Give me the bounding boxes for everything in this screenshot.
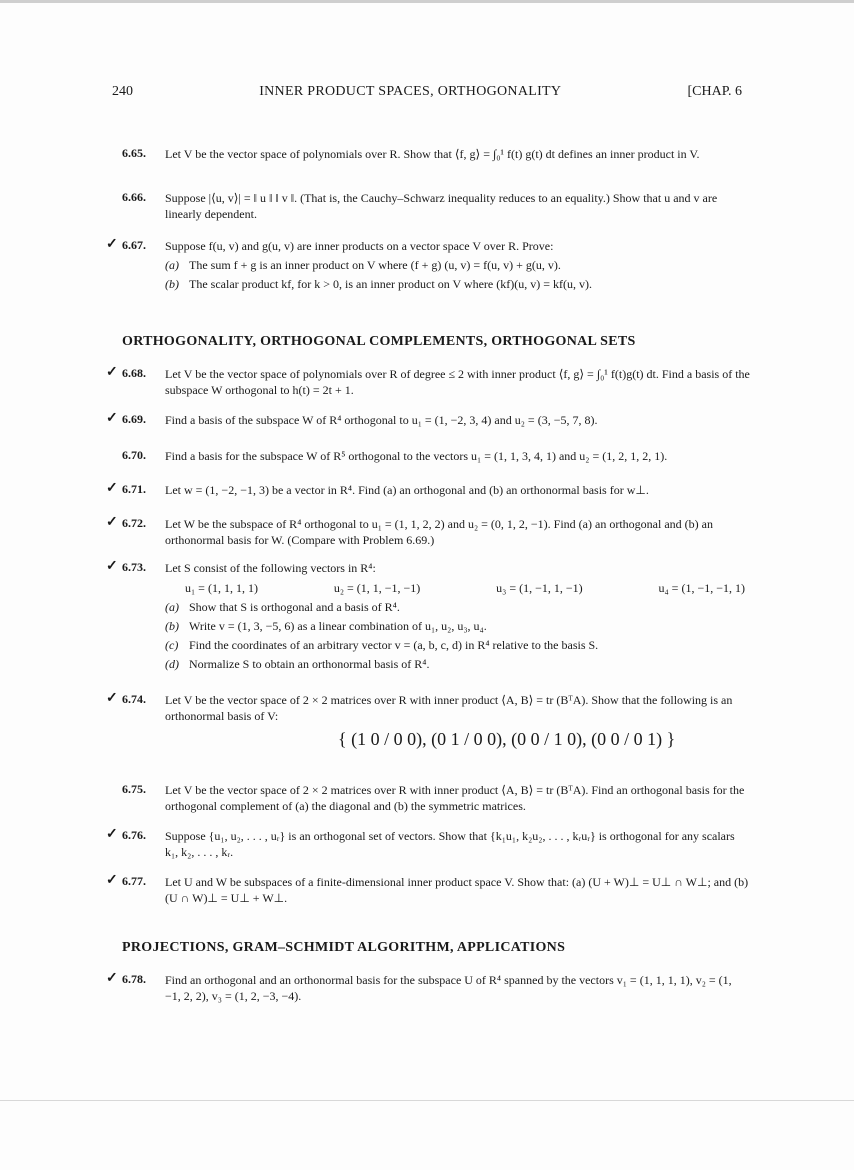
vector: u₁ = (1, 1, 1, 1) [185, 581, 258, 595]
sub-item-text: The scalar product kf, for k > 0, is an inner product on V where (kf)(u, v) = kf(u, v). [189, 277, 592, 291]
problem-block [165, 560, 750, 672]
sub-item [165, 599, 750, 615]
problem-number: 6.66. [122, 190, 146, 204]
problem-block [165, 238, 750, 292]
sub-item-label: (b) [165, 619, 179, 633]
problem-number: 6.74. [122, 692, 146, 706]
page-number: 240 [112, 84, 133, 99]
sub-item-text: The sum f + g is an inner product on V where (f + g) (u, v) = f(u, v) + g(u, v). [189, 258, 561, 272]
sub-item [165, 618, 750, 634]
section-heading: PROJECTIONS, GRAM–SCHMIDT ALGORITHM, APPLICATIONS [122, 940, 566, 955]
check-mark-icon: ✓ [106, 481, 118, 496]
problem-text: Let V be the vector space of polynomials over R of degree ≤ 2 with inner product ⟨f, g⟩ = ∫₀¹ f(t)g(t) dt. Find a basis of the subspace W orthogonal to h(t) = 2t + 1. [165, 367, 750, 397]
section-heading: ORTHOGONALITY, ORTHOGONAL COMPLEMENTS, ORTHOGONAL SETS [122, 334, 636, 349]
sub-item-label: (a) [165, 258, 179, 272]
sub-item-text: Write v = (1, 3, −5, 6) as a linear combination of u₁, u₂, u₃, u₄. [189, 619, 487, 633]
vector: u₃ = (1, −1, 1, −1) [496, 581, 583, 595]
check-mark-icon: ✓ [106, 411, 118, 426]
check-mark-icon: ✓ [106, 691, 118, 706]
sub-item [165, 656, 750, 672]
sub-item-label: (c) [165, 638, 179, 652]
vector-list [185, 580, 745, 596]
matrix-basis: { (1 0 / 0 0), (0 1 / 0 0), (0 0 / 1 0), (0 0 / 0 1) } [338, 729, 676, 749]
scan-edge [0, 0, 854, 3]
problem-text: Suppose f(u, v) and g(u, v) are inner products on a vector space V over R. Prove: [165, 239, 554, 253]
problem-text: Let V be the vector space of 2 × 2 matrices over R with inner product ⟨A, B⟩ = tr (BᵀA). Show that the following is an orthonormal basis of V: [165, 693, 733, 723]
sub-item [165, 637, 750, 653]
check-mark-icon: ✓ [106, 971, 118, 986]
problem-number: 6.67. [122, 238, 146, 252]
problem-number: 6.69. [122, 412, 146, 426]
problem-number: 6.68. [122, 366, 146, 380]
check-mark-icon: ✓ [106, 559, 118, 574]
sub-item [165, 276, 750, 292]
problem-text: Let S consist of the following vectors in R⁴: [165, 561, 376, 575]
problem-number: 6.75. [122, 782, 146, 796]
problem-text: Let U and W be subspaces of a finite-dimensional inner product space V. Show that: (a) (U + W)⊥ = U⊥ ∩ W⊥; and (b) (U ∩ W)⊥ = U⊥ + W⊥. [165, 875, 749, 905]
problem-number: 6.76. [122, 828, 146, 842]
sub-item-text: Normalize S to obtain an orthonormal basis of R⁴. [189, 657, 430, 671]
problem-number: 6.71. [122, 482, 146, 496]
problem-text: Let w = (1, −2, −1, 3) be a vector in R⁴. Find (a) an orthogonal and (b) an orthonormal basis for w⊥. [165, 483, 649, 497]
check-mark-icon: ✓ [106, 873, 118, 888]
problem-text: Let W be the subspace of R⁴ orthogonal to u₁ = (1, 1, 2, 2) and u₂ = (0, 1, 2, −1). Find (a) an orthogonal and (b) an orthonormal basis for W. (Compare with Problem 6.69.) [165, 517, 713, 547]
problem-number: 6.65. [122, 146, 146, 160]
sub-item-text: Show that S is orthogonal and a basis of R⁴. [189, 600, 400, 614]
problem-text: Suppose |⟨u, v⟩| = ‖ u ‖ ‖ v ‖. (That is, the Cauchy–Schwarz inequality reduces to an equality.) Show that u and v are linearly dependent. [165, 191, 718, 221]
problem-number: 6.70. [122, 448, 146, 462]
page-header [112, 84, 742, 100]
running-title: INNER PRODUCT SPACES, ORTHOGONALITY [259, 84, 562, 99]
check-mark-icon: ✓ [106, 515, 118, 530]
problem-text: Find a basis of the subspace W of R⁴ orthogonal to u₁ = (1, −2, 3, 4) and u₂ = (3, −5, 7, 8). [165, 413, 598, 427]
check-mark-icon: ✓ [106, 365, 118, 380]
sub-item-label: (b) [165, 277, 179, 291]
vector: u₄ = (1, −1, −1, 1) [658, 581, 745, 595]
sub-item-text: Find the coordinates of an arbitrary vector v = (a, b, c, d) in R⁴ relative to the basis S. [189, 638, 599, 652]
problem-number: 6.73. [122, 560, 146, 574]
problem-text: Find a basis for the subspace W of R⁵ orthogonal to the vectors u₁ = (1, 1, 3, 4, 1) and u₂ = (1, 2, 1, 2, 1). [165, 449, 668, 463]
sub-item-label: (a) [165, 600, 179, 614]
problem-text: Suppose {u₁, u₂, . . . , uᵣ} is an orthogonal set of vectors. Show that {k₁u₁, k₂u₂, . . . , kᵣuᵣ} is orthogonal for any scalars k₁, k₂, . . . , kᵣ. [165, 829, 735, 859]
problem-text: Find an orthogonal and an orthonormal basis for the subspace U of R⁴ spanned by the vectors v₁ = (1, 1, 1, 1), v₂ = (1, −1, 2, 2), v₃ = (1, 2, −3, −4). [165, 973, 732, 1003]
problem-number: 6.77. [122, 874, 146, 888]
problem-text: Let V be the vector space of 2 × 2 matrices over R with inner product ⟨A, B⟩ = tr (BᵀA). Find an orthogonal basis for the orthogonal complement of (a) the diagonal and (b) the symmetric matrices. [165, 783, 745, 813]
check-mark-icon: ✓ [106, 237, 118, 252]
vector: u₂ = (1, 1, −1, −1) [333, 581, 421, 595]
problem-text: Let V be the vector space of polynomials over R. Show that ⟨f, g⟩ = ∫₀¹ f(t) g(t) dt defines an inner product in V. [165, 147, 700, 161]
problem-number: 6.72. [122, 516, 146, 530]
sub-item [165, 257, 750, 273]
chapter-label: [CHAP. 6 [687, 84, 742, 99]
check-mark-icon: ✓ [106, 827, 118, 842]
problem-number: 6.78. [122, 972, 146, 986]
sub-item-label: (d) [165, 657, 179, 671]
scan-edge [0, 1100, 854, 1101]
